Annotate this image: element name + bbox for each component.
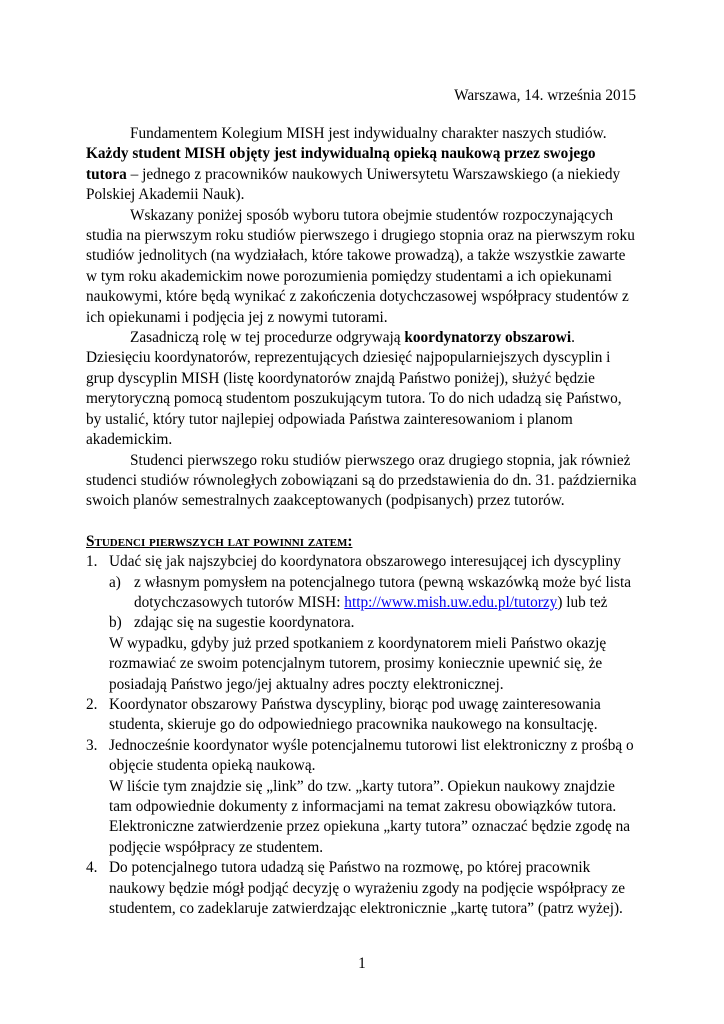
emphasis-tutor-statement: Każdy student MISH objęty jest indywidualną opieką naukową przez swojego tutora [86,145,596,183]
steps-list [86,552,638,919]
list-item-note: W wypadku, gdyby już przed spotkaniem z koordynatorem mieli Państwo okazję rozmawiać ze swoim potencjalnym tutorem, prosimy koniecznie upewnić się, że posiadają Państwo jego/jej aktualny adres poczty elektronicznej. [109,634,607,693]
emphasis-coordinators: koordynatorzy obszarowi [404,329,572,347]
list-number: 1. [86,553,98,571]
list-item-text: Do potencjalnego tutora udadzą się Państwo na rozmowę, po której pracownik naukowy będzie mógł podjąć decyzję o wyrażeniu zgody na podjęcie współpracy ze studentem, co zadeklaruje zatwierdzając elektronicznie „kartę tutora” (patrz wyżej). [109,859,626,918]
tutors-list-link[interactable]: http://www.mish.uw.edu.pl/tutorzy [344,593,558,611]
list-item [86,858,638,919]
sub-list-letter: a) [109,573,121,591]
paragraph-scope: Wskazany poniżej sposób wyboru tutora obejmie studentów rozpoczynających studia na pierwszym roku studiów pierwszego i drugiego stopnia oraz na pierwszym roku studiów jednolitych (na wydziałach, które takowe prowadzą), a także wszystkie zawarte w tym roku akademickim nowe porozumienia pomiędzy studentami a ich opiekunami naukowymi, które będą wynikać z zakończenia dotychczasowej współpracy studentów z ich opiekunami i podjęcia jej z nowymi tutorami. [86,206,635,326]
list-item-note: W liście tym znajdzie się „link” do tzw. „karty tutora”. Opiekun naukowy znajdzie tam odpowiednie dokumenty z informacjami na temat zakresu obowiązków tutora. Elektroniczne zatwierdzenie przez opiekuna „karty tutora” oznaczać będzie zgodę na podjęcie współpracy ze studentem. [109,777,631,856]
page-number: 1 [358,955,366,972]
list-item-text: Udać się jak najszybciej do koordynatora obszarowego interesującej ich dyscypliny [109,553,621,571]
list-number: 2. [86,695,98,713]
sub-list-item: b) zdając się na sugestie koordynatora. [109,613,638,633]
sub-list-letter: b) [109,614,122,632]
list-item-text: Koordynator obszarowy Państwa dyscypliny, biorąc pod uwagę zainteresowania studenta, skieruje go do odpowiedniego pracownika naukowego na konsultację. [109,695,601,734]
sub-list-item: a) z własnym pomysłem na potencjalnego tutora (pewną wskazówką może być lista dotychczasowych tutorów MISH: http://www.mish.uw.edu.pl/tutorzy) lub też [109,573,631,611]
list-item [86,695,638,736]
sub-list [109,573,638,634]
section-heading: Studenci pierwszych lat powinni zatem: [86,532,353,550]
document-date: Warszawa, 14. września 2015 [454,87,636,104]
paragraph-deadline: Studenci pierwszego roku studiów pierwszego oraz drugiego stopnia, jak również studenci studiów równoległych zobowiązani są do przedstawienia do dn. 31. października swoich planów semestralnych zaakceptowanych (podpisanych) przez tutorów. [86,451,637,510]
paragraph-intro: Fundamentem Kolegium MISH jest indywidualny charakter naszych studiów. Każdy student MISH objęty jest indywidualną opieką naukową przez swojego tutora – jednego z pracowników naukowych Uniwersytetu Warszawskiego (a niekiedy Polskiej Akademii Nauk). [86,125,621,204]
list-item [86,552,638,695]
document-body [86,124,638,919]
list-item-text: Jednocześnie koordynator wyśle potencjalnemu tutorowi list elektroniczny z prośbą o objęcie studenta opieką naukową. [109,736,634,775]
list-number: 3. [86,736,98,754]
paragraph-coordinators: Zasadniczą rolę w tej procedurze odgrywają koordynatorzy obszarowi. Dziesięciu koordynatorów, reprezentujących dziesięć najpopularniejszych dyscyplin i grup dyscyplin MISH (listę koordynatorów znajdą Państwo poniżej), służyć będzie merytoryczną pomocą studentom poszukującym tutora. To do nich udadzą się Państwo, by ustalić, który tutor najlepiej odpowiada Państwa zainteresowaniom i planom akademickim. [86,329,622,449]
list-item [86,736,638,858]
list-number: 4. [86,859,98,877]
